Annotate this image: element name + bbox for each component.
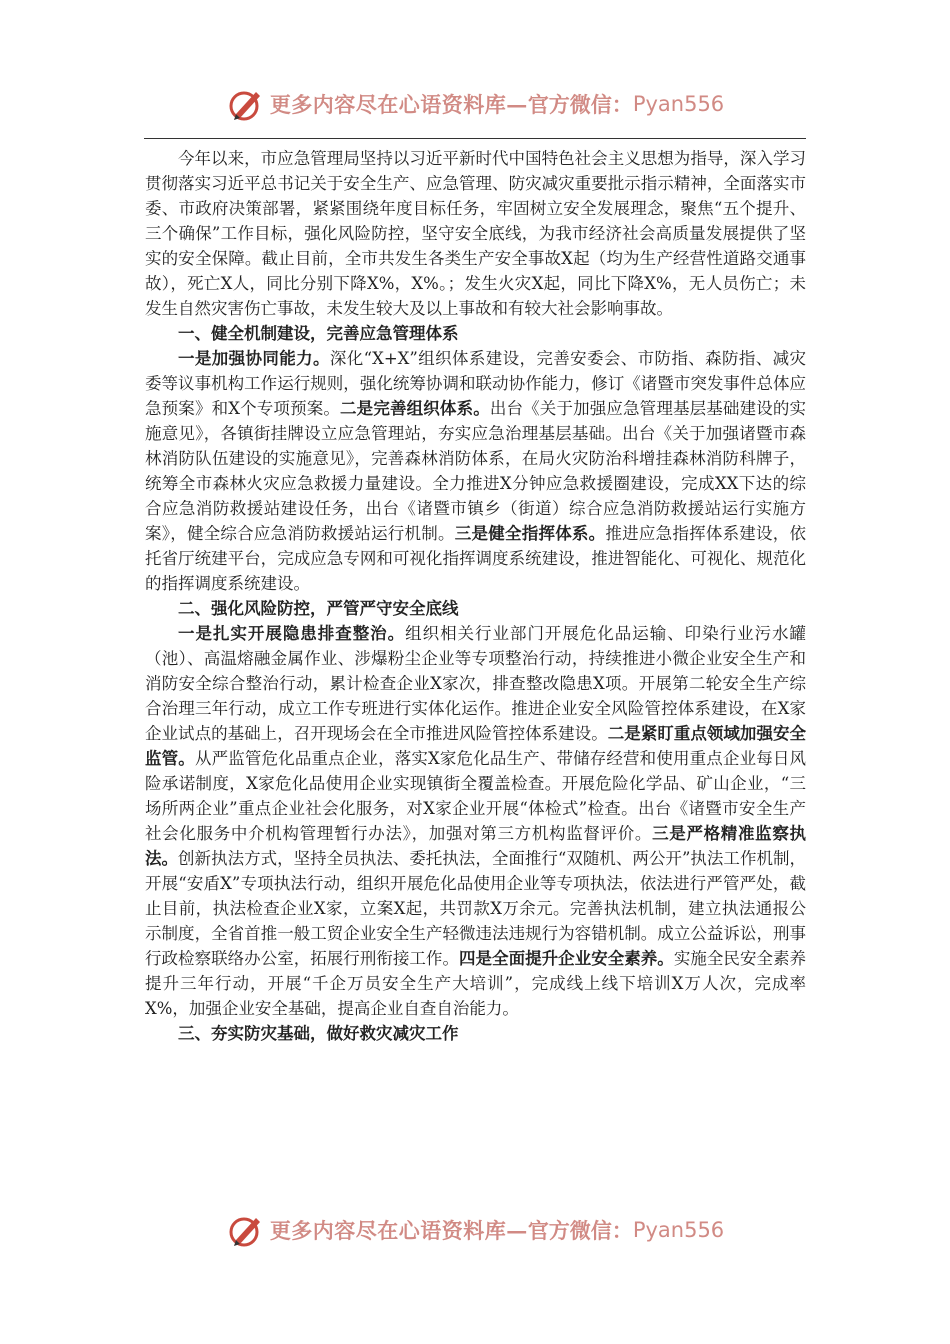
point-heading: 二是紧盯重点领域加强安全监管。 bbox=[145, 724, 807, 768]
header-divider bbox=[144, 138, 806, 139]
banner-wechat-label: 官方微信： bbox=[527, 1218, 633, 1243]
document-body bbox=[145, 146, 806, 1046]
point-heading: 一是扎实开展隐患排查整治。 bbox=[178, 624, 406, 643]
intro-paragraph: 今年以来，市应急管理局坚持以习近平新时代中国特色社会主义思想为指导，深入学习贯彻落实习近平总书记关于安全生产、应急管理、防灾减灾重要批示指示精神，全面落实市委、市政府决策部署，紧紧围绕年度目标任务，牢固树立安全发展理念，聚焦“五个提升、三个确保”工作目标，强化风险防控，坚守安全底线，为我市经济社会高质量发展提供了坚实的安全保障。截止目前，全市共发生各类生产安全事故X起（均为生产经营性道路交通事故），死亡X人，同比分别下降X%，X%。；发生火灾X起，同比下降X%，无人员伤亡；未发生自然灾害伤亡事故，未发生较大及以上事故和有较大社会影响事故。 bbox=[145, 149, 806, 318]
banner-text: 更多内容尽在心语资料库— bbox=[269, 92, 528, 117]
pen-logo-icon bbox=[226, 84, 266, 124]
section-heading-3: 三、夯实防灾基础，做好救灾减灾工作 bbox=[178, 1024, 459, 1043]
banner-wechat-label: 官方微信： bbox=[527, 92, 633, 117]
point-text: 实施全民安全素养提升三年行动，开展“千企万员安全生产大培训”，完成线上线下培训X万人次，完成率X%，加强企业安全基础，提高企业自查自治能力。 bbox=[145, 949, 807, 1018]
point-text: 从严监管危化品重点企业，落实X家危化品生产、带储存经营和使用重点企业每日风险承诺制度，X家危化品使用企业实现镇街全覆盖检查。开展危险化学品、矿山企业，“三场所两企业”重点企业社会化服务，对X家企业开展“体检式”检查。出台《诸暨市安全生产社会化服务中介机构管理暂行办法》，加强对第三方机构监督评价。 bbox=[145, 749, 807, 843]
section-1-paragraph bbox=[145, 346, 806, 596]
section-heading-1: 一、健全机制建设，完善应急管理体系 bbox=[178, 324, 459, 343]
point-heading: 三是健全指挥体系。 bbox=[454, 524, 606, 543]
point-heading: 四是全面提升企业安全素养。 bbox=[459, 949, 674, 968]
point-text: 推进应急指挥体系建设，依托省厅统建平台，完成应急专网和可视化指挥调度系统建设，推进智能化、可视化、规范化的指挥调度系统建设。 bbox=[145, 524, 807, 593]
pen-logo-icon bbox=[226, 1210, 266, 1250]
section-heading-2: 二、强化风险防控，严管严守安全底线 bbox=[178, 599, 459, 618]
point-heading: 一是加强协同能力。 bbox=[178, 349, 330, 368]
banner-text: 更多内容尽在心语资料库— bbox=[269, 1218, 528, 1243]
point-text: 出台《关于加强应急管理基层基础建设的实施意见》，各镇街挂牌设立应急管理站，夯实应急治理基层基础。出台《关于加强诸暨市森林消防队伍建设的实施意见》，完善森林消防体系，在局火灾防治科增挂森林消防科牌子，统筹全市森林火灾应急救援力量建设。全力推进X分钟应急救援圈建设，完成XX下达的综合应急消防救援站建设任务，出台《诸暨市镇乡（街道）综合应急消防救援站运行实施方案》，健全综合应急消防救援站运行机制。 bbox=[145, 399, 807, 543]
footer-banner bbox=[0, 1208, 950, 1252]
point-text: 创新执法方式，坚持全员执法、委托执法，全面推行“双随机、两公开”执法工作机制，开展“安盾X”专项执法行动，组织开展危化品使用企业等专项执法，依法进行严管严处，截止目前，执法检查企业X家，立案X起，共罚款X万余元。完善执法机制，建立执法通报公示制度，全省首推一般工贸企业安全生产轻微违法违规行为容错机制。成立公益诉讼，刑事行政检察联络办公室，拓展行刑衔接工作。 bbox=[145, 849, 806, 968]
section-2-paragraph bbox=[145, 621, 806, 1021]
header-banner bbox=[0, 82, 950, 126]
point-text: 深化“X+X”组织体系建设，完善安委会、市防指、森防指、减灾委等议事机构工作运行规则，强化统筹协调和联动协作能力，修订《诸暨市突发事件总体应急预案》和X个专项预案。 bbox=[145, 349, 806, 418]
point-heading: 二是完善组织体系。 bbox=[340, 399, 490, 418]
banner-wechat-id: Pyan556 bbox=[632, 92, 725, 116]
point-text: 组织相关行业部门开展危化品运输、印染行业污水罐（池）、高温熔融金属作业、涉爆粉尘企业等专项整治行动，持续推进小微企业安全生产和消防安全综合整治行动，累计检查企业X家次，排查整改隐患X项。开展第二轮安全生产综合治理三年行动，成立工作专班进行实体化运作。推进企业安全风险管控体系建设，在X家企业试点的基础上，召开现场会在全市推进风险管控体系建设。 bbox=[145, 624, 807, 743]
point-heading: 三是严格精准监察执法。 bbox=[145, 824, 807, 868]
banner-wechat-id: Pyan556 bbox=[632, 1218, 725, 1242]
